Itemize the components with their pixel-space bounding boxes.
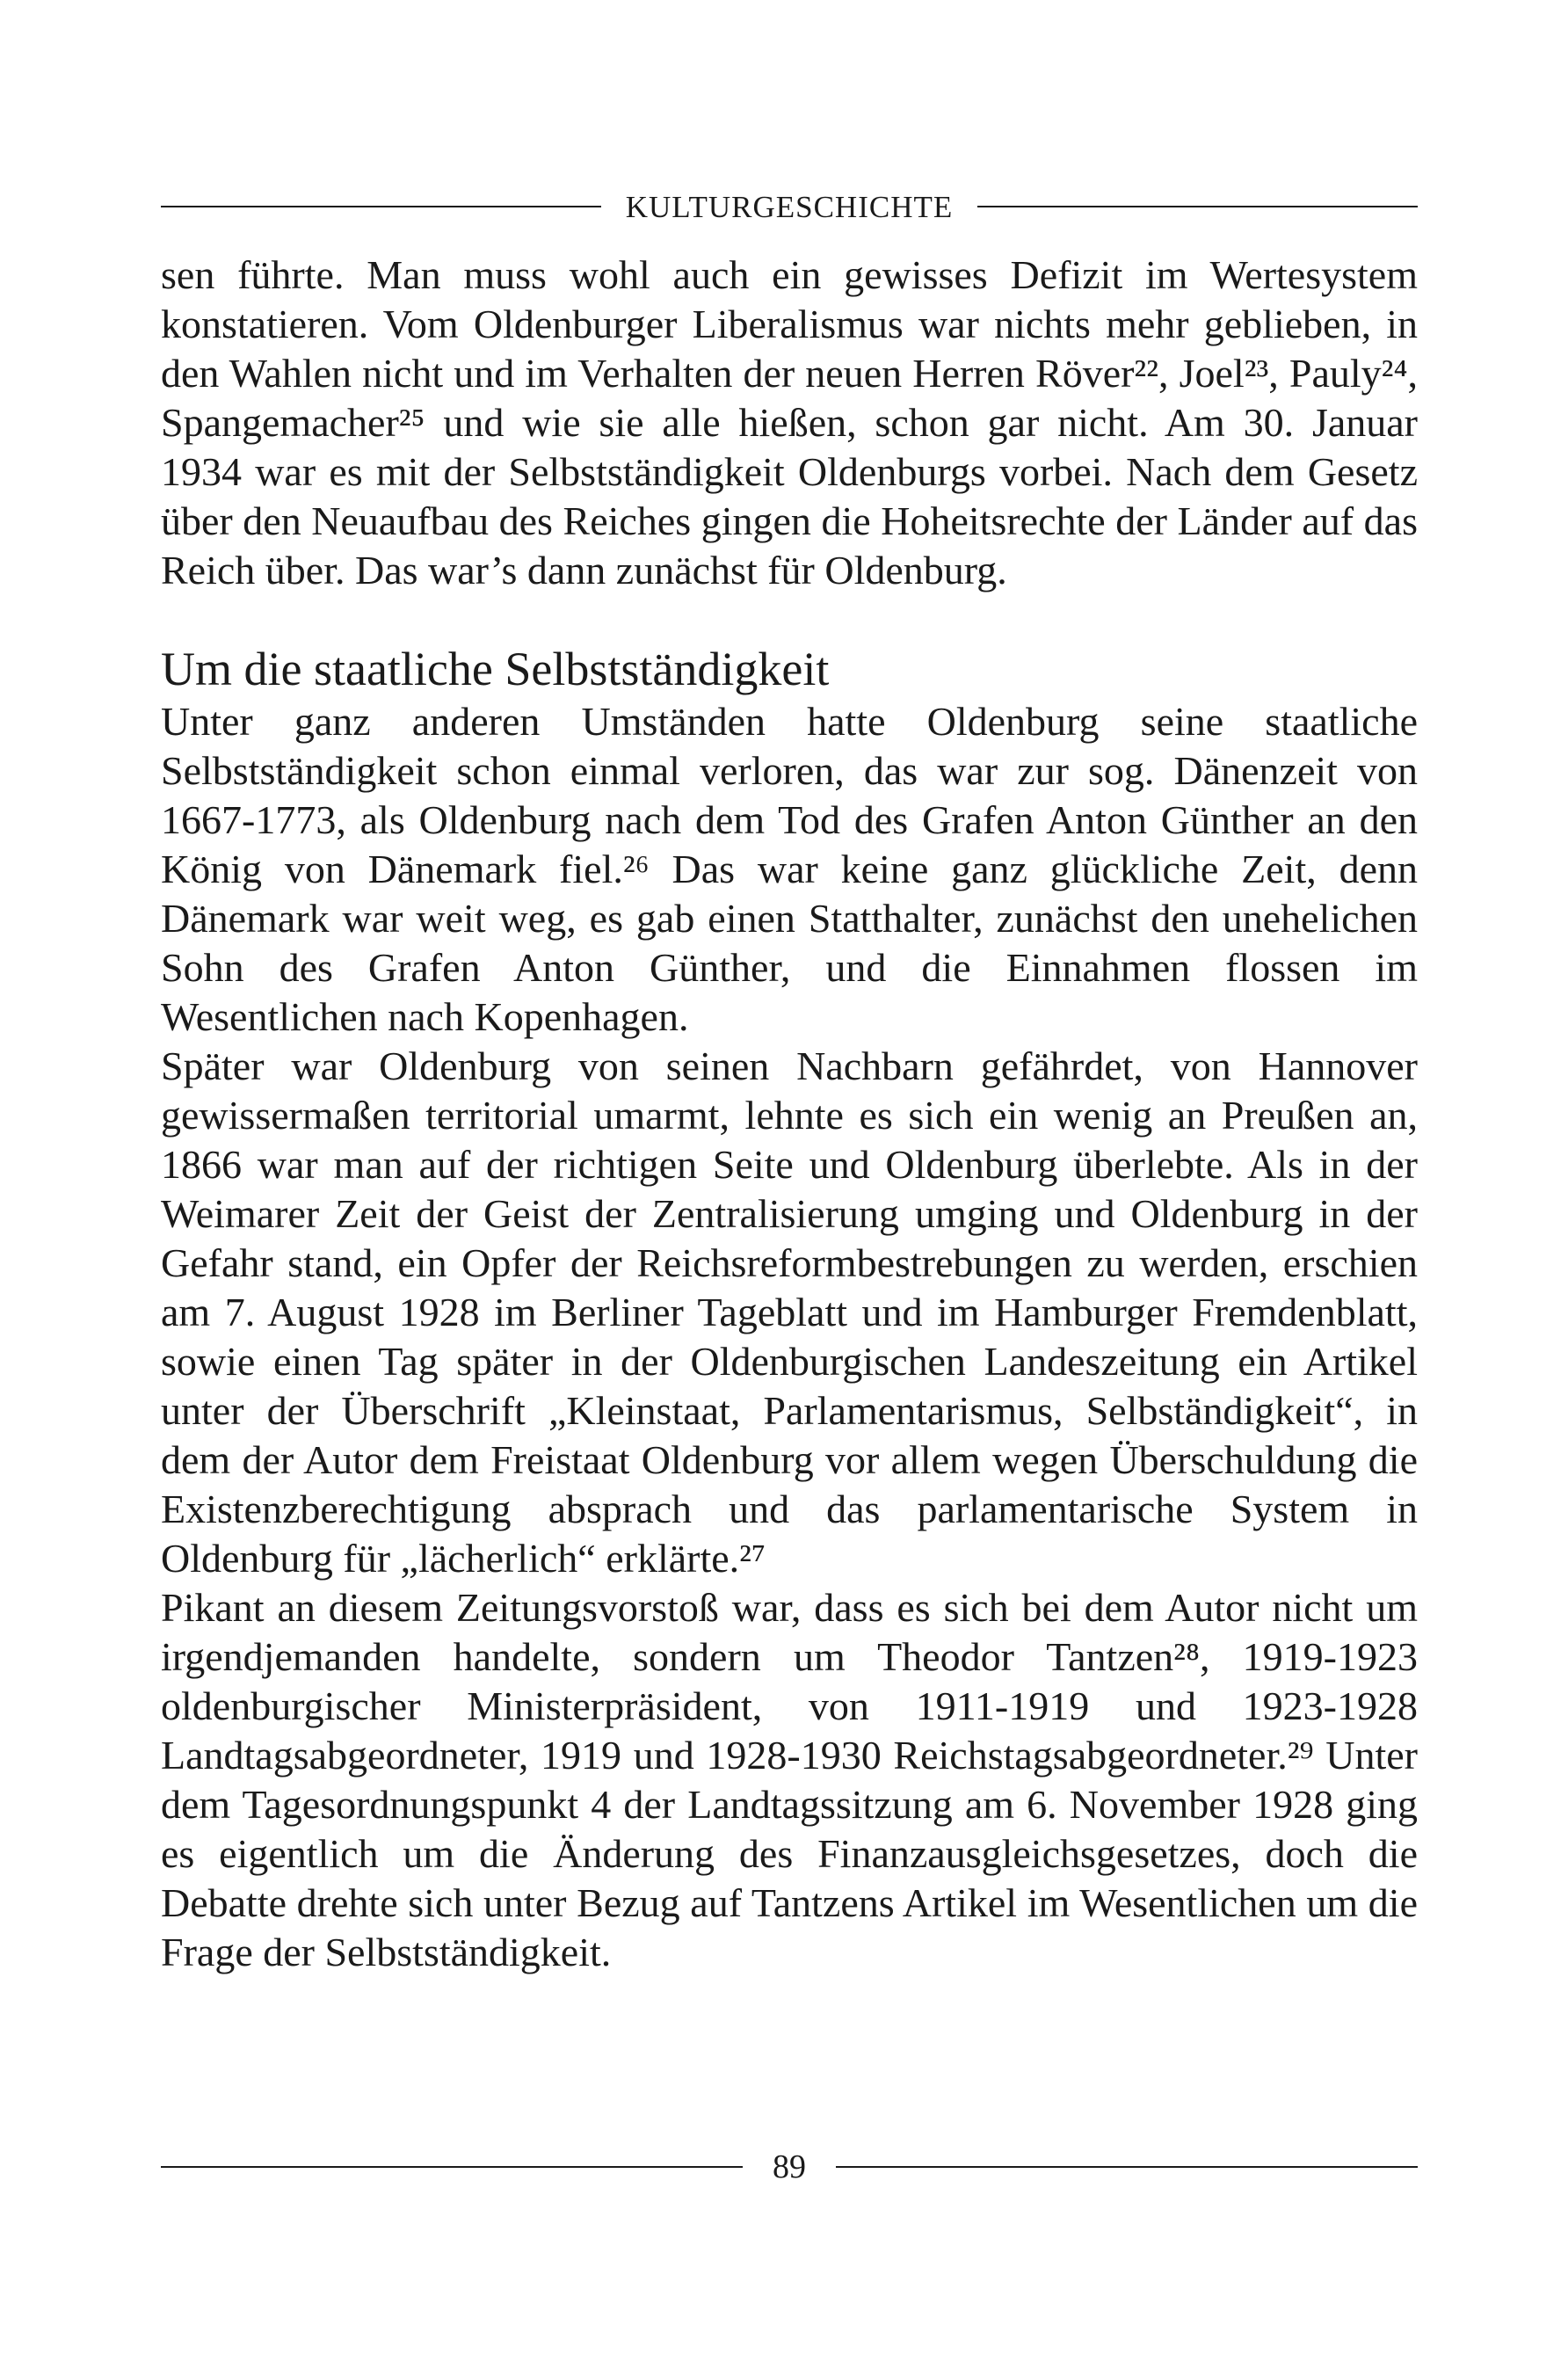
paragraph-weimarer-zeit: Später war Oldenburg von seinen Nachbarn gefährdet, von Hannover gewissermaßen territorial umarmt, lehnte es sich ein wenig an Preußen an, 1866 war man auf der richtigen Seite und Oldenburg überlebte. Als in der Weimarer Zeit der Geist der Zentralisierung umging und Oldenburg in der Gefahr stand, ein Opfer der Reichsreformbestrebungen zu werden, erschien am 7. August 1928 im Berliner Tageblatt und im Hamburger Fremdenblatt, sowie einen Tag später in der Oldenburgischen Landeszeitung ein Artikel unter der Überschrift „Kleinstaat, Parlamentarismus, Selbständigkeit“, in dem der Autor dem Freistaat Oldenburg vor allem wegen Überschuldung die Existenzberechtigung absprach und das parlamentarische System in Oldenburg für „lächerlich“ erklärte.²⁷ bbox=[161, 1043, 1418, 1581]
section-heading: Um die staatliche Selbstständigkeit bbox=[161, 643, 830, 695]
running-head-title: KULTURGESCHICHTE bbox=[625, 189, 954, 224]
footer-rule-left bbox=[161, 2166, 743, 2168]
paragraph-continuation: sen führte. Man muss wohl auch ein gewisses Defizit im Wertesystem konstatieren. Vom Oldenburger Liberalismus war nichts mehr geblieben, in den Wahlen nicht und im Verhalten der neuen Herren Röver²², Joel²³, Pauly²⁴, Spangemacher²⁵ und wie sie alle hießen, schon gar nicht. Am 30. Januar 1934 war es mit der Selbstständigkeit Oldenburgs vorbei. Nach dem Gesetz über den Neuaufbau des Reiches gingen die Hoheitsrechte der Länder auf das Reich über. Das war’s dann zunächst für Oldenburg. bbox=[161, 252, 1418, 592]
running-head-rule-right bbox=[977, 206, 1418, 207]
paragraph-tantzen: Pikant an diesem Zeitungsvorstoß war, dass es sich bei dem Autor nicht um irgendjemanden handelte, sondern um Theodor Tantzen²⁸, 1919-1923 oldenburgischer Ministerpräsident, von 1911-1919 und 1923-1928 Landtagsabgeordneter, 1919 und 1928-1930 Reichstagsabgeordneter.²⁹ Unter dem Tagesordnungspunkt 4 der Landtagssitzung am 6. November 1928 ging es eigentlich um die Änderung des Finanzausgleichsgesetzes, doch die Debatte drehte sich unter Bezug auf Tantzens Artikel im Wesentlichen um die Frage der Selbstständigkeit. bbox=[161, 1585, 1418, 1974]
running-head bbox=[161, 185, 1418, 229]
footer-rule-right bbox=[836, 2166, 1418, 2168]
body-text bbox=[161, 251, 1418, 1977]
page-number: 89 bbox=[773, 2148, 806, 2185]
running-head-rule-left bbox=[161, 206, 601, 207]
paragraph-daenenzeit: Unter ganz anderen Umständen hatte Oldenburg seine staatliche Selbstständigkeit schon einmal verloren, das war zur sog. Dänenzeit von 1667-1773, als Oldenburg nach dem Tod des Grafen Anton Günther an den König von Dänemark fiel.²⁶ Das war keine ganz glückliche Zeit, denn Dänemark war weit weg, es gab einen Statthalter, zunächst den unehelichen Sohn des Grafen Anton Günther, und die Einnahmen flossen im Wesentlichen nach Kopenhagen. bbox=[161, 699, 1418, 1039]
page-footer bbox=[161, 2145, 1418, 2189]
